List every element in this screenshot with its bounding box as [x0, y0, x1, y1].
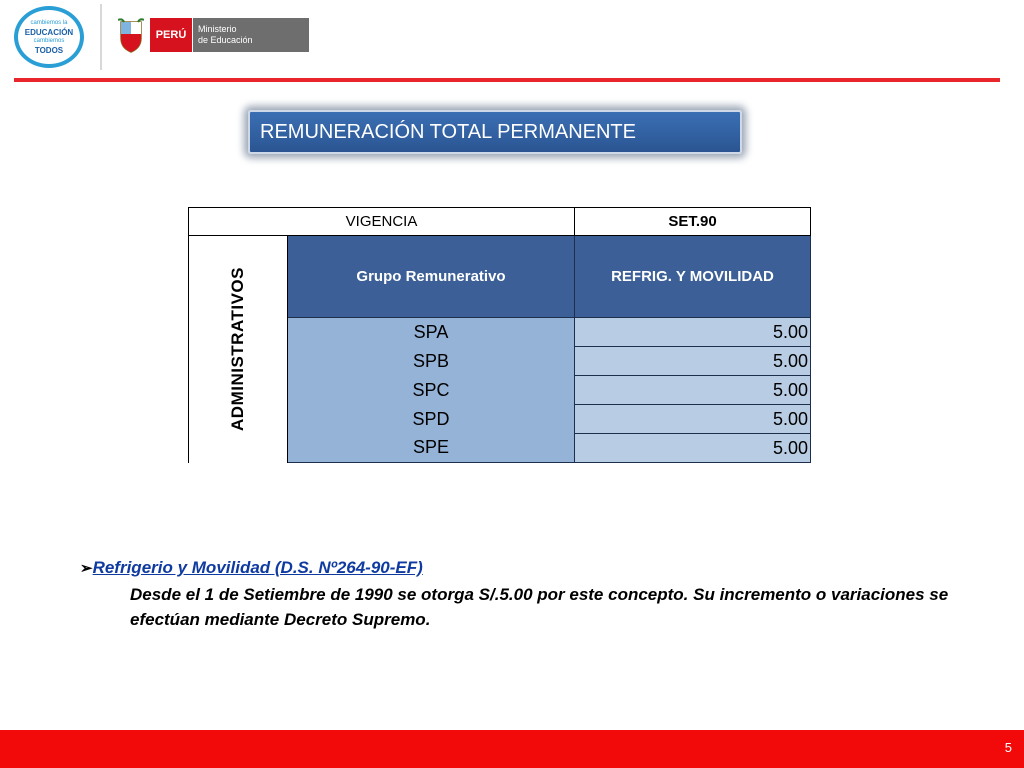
ministry-label [193, 18, 309, 52]
header-accent-line [14, 78, 1000, 82]
value-cell: 5.00 [575, 434, 811, 463]
table-header-row [189, 208, 811, 236]
page-title: REMUNERACIÓN TOTAL PERMANENTE [248, 110, 742, 154]
footer-bar [0, 730, 1024, 768]
note-body: Desde el 1 de Setiembre de 1990 se otorga S/.5.00 por este concepto. Su incremento o variaciones se efectúan mediante Decreto Supremo. [130, 585, 949, 629]
note-heading-link[interactable]: Refrigerio y Movilidad (D.S. Nº264-90-EF) [92, 558, 423, 577]
side-label-cell [189, 236, 288, 463]
logo-line-3: cambiemos [33, 38, 65, 44]
bullet-arrow-icon: ➢ [80, 560, 93, 577]
note-section [80, 558, 980, 632]
peru-shield-icon [118, 18, 144, 54]
vigencia-label: VIGENCIA [189, 208, 575, 236]
group-cell: SPA [288, 318, 575, 347]
value-cell: 5.00 [575, 376, 811, 405]
value-cell: 5.00 [575, 347, 811, 376]
group-cell: SPE [288, 434, 575, 463]
logo-line-2: EDUCACIÓN [24, 28, 74, 37]
value-cell: 5.00 [575, 405, 811, 434]
table-column-header-row [189, 236, 811, 318]
logo-line-1: cambiemos la [30, 20, 68, 26]
group-cell: SPC [288, 376, 575, 405]
value-cell: 5.00 [575, 318, 811, 347]
column-header-group: Grupo Remunerativo [288, 236, 575, 318]
note-heading [80, 558, 980, 578]
column-header-refrig: REFRIG. Y MOVILIDAD [575, 236, 811, 318]
vigencia-value: SET.90 [575, 208, 811, 236]
header-divider [100, 4, 102, 70]
side-label: ADMINISTRATIVOS [228, 267, 247, 432]
ministry-line-1: Ministerio [198, 24, 237, 34]
logo-icon [14, 6, 84, 68]
logo-line-4: TODOS [34, 46, 64, 55]
group-cell: SPB [288, 347, 575, 376]
group-cell: SPD [288, 405, 575, 434]
peru-label: PERÚ [150, 18, 192, 52]
ministry-line-2: de Educación [198, 35, 253, 45]
remuneration-table [188, 207, 811, 463]
page-number: 5 [1004, 740, 1012, 755]
